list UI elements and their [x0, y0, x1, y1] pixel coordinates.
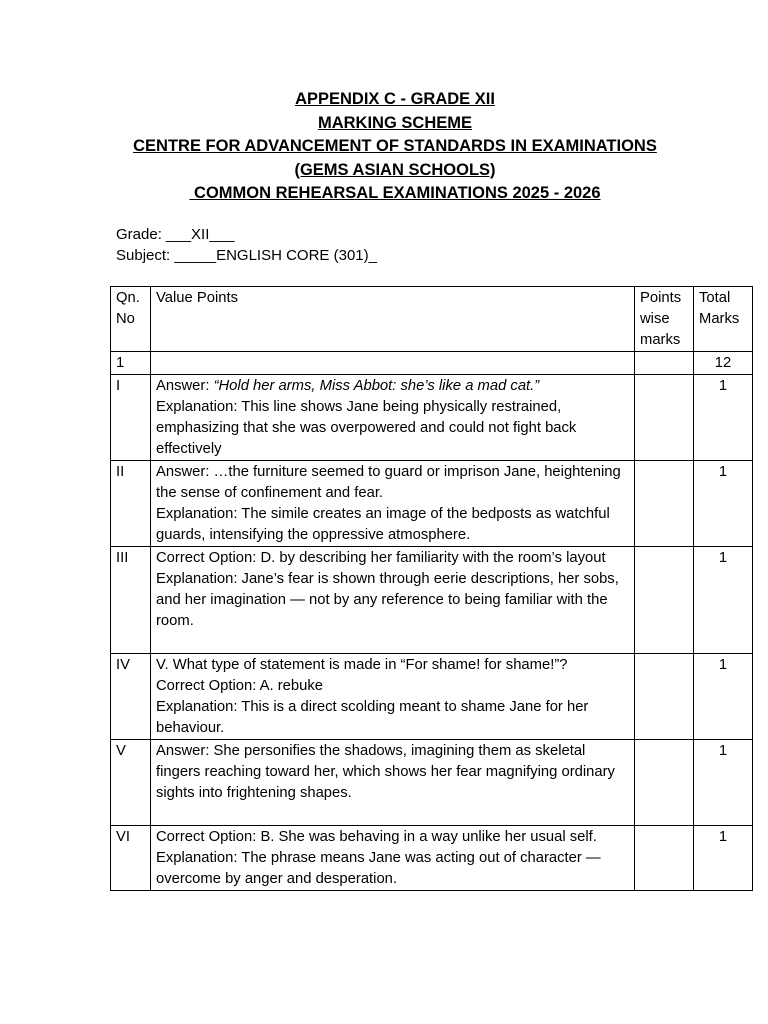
- row-points: [635, 547, 694, 654]
- section-qn: 1: [111, 352, 151, 375]
- explanation-line: Explanation: This line shows Jane being physically restrained, emphasizing that she was overpowered and could not fight back effectively: [156, 399, 577, 457]
- explanation-line: Explanation: The simile creates an image of the bedposts as watchful guards, intensifying the oppressive atmosphere.: [156, 506, 610, 543]
- explanation-line: Explanation: This is a direct scolding meant to shame Jane for her behaviour.: [156, 699, 589, 736]
- schools-title: (GEMS ASIAN SCHOOLS): [294, 160, 496, 179]
- row-qn: V: [111, 740, 151, 826]
- table-row: [111, 461, 753, 547]
- row-total: 1: [694, 826, 753, 891]
- row-total: 1: [694, 375, 753, 461]
- explanation-line: Explanation: The phrase means Jane was acting out of character — overcome by anger and desperation.: [156, 850, 601, 887]
- grade-line: Grade: ___XII___: [116, 226, 235, 243]
- table-header-row: [111, 287, 753, 352]
- question-line: V. What type of statement is made in “For shame! for shame!”?: [156, 657, 568, 673]
- centre-title: CENTRE FOR ADVANCEMENT OF STANDARDS IN EXAMINATIONS: [133, 137, 657, 155]
- answer-line: Answer: “Hold her arms, Miss Abbot: she’s like a mad cat.”: [156, 378, 540, 394]
- row-points: [635, 826, 694, 891]
- answer-line: Answer: She personifies the shadows, imagining them as skeletal fingers reaching toward her, which shows her fear magnifying ordinary sights into frightening shapes.: [156, 743, 615, 801]
- table-row: [111, 654, 753, 740]
- table-row: [111, 740, 753, 826]
- row-qn: VI: [111, 826, 151, 891]
- marking-scheme-title: MARKING SCHEME: [317, 113, 472, 132]
- section-value: [151, 352, 635, 375]
- row-value-points: [151, 547, 635, 654]
- row-points: [635, 740, 694, 826]
- header-value-points: Value Points: [151, 287, 635, 352]
- row-points: [635, 375, 694, 461]
- header-qn-no: Qn. No: [111, 287, 151, 352]
- option-line: Correct Option: A. rebuke: [156, 678, 323, 694]
- section-total: 12: [694, 352, 753, 375]
- row-total: 1: [694, 461, 753, 547]
- option-line: Correct Option: D. by describing her familiarity with the room’s layout: [156, 550, 606, 566]
- row-points: [635, 461, 694, 547]
- table-row: [111, 826, 753, 891]
- row-value-points: [151, 461, 635, 547]
- row-value-points: [151, 740, 635, 826]
- row-total: 1: [694, 740, 753, 826]
- subject-line: Subject: _____ENGLISH CORE (301)_: [116, 247, 377, 264]
- row-qn: III: [111, 547, 151, 654]
- header-total-marks: Total Marks: [694, 287, 753, 352]
- row-qn: IV: [111, 654, 151, 740]
- row-value-points: [151, 826, 635, 891]
- answer-line: Answer: …the furniture seemed to guard or imprison Jane, heightening the sense of confinement and fear.: [156, 464, 621, 501]
- marking-scheme-table: [110, 286, 753, 891]
- document-header: [0, 88, 768, 206]
- header-points-wise-marks: Points wise marks: [635, 287, 694, 352]
- exam-title: COMMON REHEARSAL EXAMINATIONS 2025 - 2026: [189, 184, 601, 202]
- row-value-points: [151, 654, 635, 740]
- row-qn: II: [111, 461, 151, 547]
- section-row: [111, 352, 753, 375]
- row-qn: I: [111, 375, 151, 461]
- section-points: [635, 352, 694, 375]
- row-points: [635, 654, 694, 740]
- row-total: 1: [694, 547, 753, 654]
- row-total: 1: [694, 654, 753, 740]
- row-value-points: [151, 375, 635, 461]
- table-row: [111, 547, 753, 654]
- explanation-line: Explanation: Jane’s fear is shown through eerie descriptions, her sobs, and her imagination — not by any reference to being familiar with the room.: [156, 571, 619, 629]
- table-row: [111, 375, 753, 461]
- appendix-title: APPENDIX C - GRADE XII: [295, 90, 495, 108]
- option-line: Correct Option: B. She was behaving in a way unlike her usual self.: [156, 829, 597, 845]
- document-meta: [116, 224, 377, 266]
